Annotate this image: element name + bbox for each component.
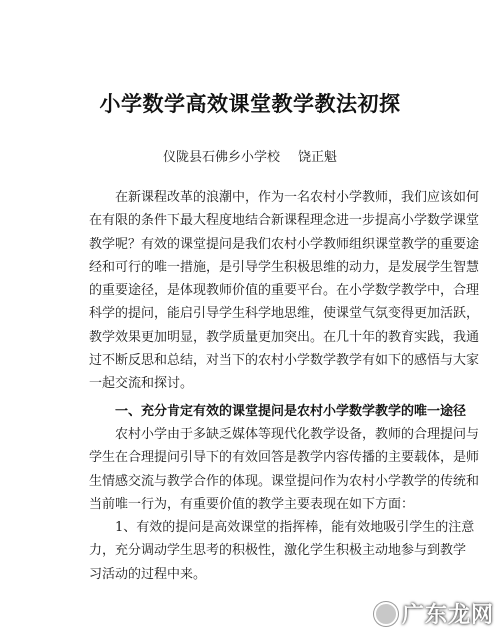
school-name: 仪陇县石佛乡小学校 xyxy=(162,150,280,165)
text-line: 过不断反思和总结，对当下的农村小学数学教学有如下的感悟与大家 xyxy=(89,353,480,369)
author-name: 饶正魁 xyxy=(298,150,338,165)
watermark xyxy=(374,598,494,629)
text-line: 科学的提问，能启引导学生科学地思维，使课堂气氛变得更加活跃， xyxy=(89,306,480,322)
text-line: 学生在合理提问引导下的有效回答是教学内容传播的主要载体，是师 xyxy=(89,450,480,466)
text-line: 当前唯一行为，有重要价值的教学主要表现在如下方面： xyxy=(89,496,415,512)
watermark-logo-icon xyxy=(374,602,398,626)
section1-paragraph xyxy=(89,423,480,516)
text-line: 的重要途径，是体现教师价值的重要平台。在小学数学教学中，合理 xyxy=(89,283,480,299)
section-heading: 一、充分肯定有效的课堂提问是农村小学数学教学的唯一途径 xyxy=(115,403,467,419)
text-line: 在有限的条件下最大程度地结合新课程理念进一步提高小学数学课堂 xyxy=(89,213,480,229)
document-body xyxy=(89,186,480,586)
intro-paragraph xyxy=(89,186,480,396)
text-line: 在新课程改革的浪潮中，作为一名农村小学教师，我们应该如何 xyxy=(115,190,480,205)
text-line: 一起交流和探讨。 xyxy=(89,376,194,392)
text-line: 教学效果更加明显，教学质量更加突出。在几十年的教育实践，我通 xyxy=(89,329,480,345)
point1-paragraph xyxy=(89,516,475,586)
text-line: 习活动的过程中来。 xyxy=(89,566,207,582)
text-line: 教学呢？有效的课堂提问是我们农村小学教师组织课堂教学的重要途 xyxy=(89,236,480,252)
author-line xyxy=(0,146,500,165)
text-line: 生情感交流与教学合作的体现。课堂提问作为农村小学教学的传统和 xyxy=(89,473,480,489)
text-line: 农村小学由于多缺乏媒体等现代化教学设备，教师的合理提问与 xyxy=(115,426,480,442)
text-line: 1、有效的提问是高效课堂的指挥棒，能有效地吸引学生的注意 xyxy=(115,520,475,536)
text-line: 经和可行的唯一措施，是引导学生积极思维的动力，是发展学生智慧 xyxy=(89,259,480,275)
text-line: 力，充分调动学生思考的积极性，激化学生积极主动地参与到教学 xyxy=(89,543,467,559)
document-title: 小学数学高效课堂教学教法初探 xyxy=(99,92,401,116)
watermark-text: 广东龙网 xyxy=(401,603,494,628)
